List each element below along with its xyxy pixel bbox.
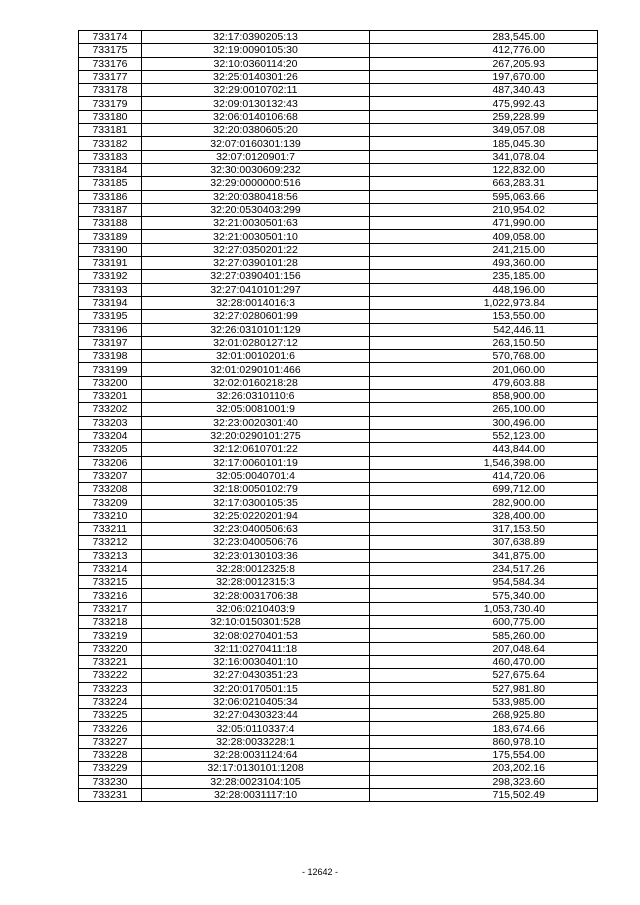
cadastral-number-cell: 32:26:0310101:129 xyxy=(142,323,370,336)
cadastral-number-cell: 32:23:0130103:36 xyxy=(142,549,370,562)
amount-cell: 443,844.00 xyxy=(370,443,598,456)
cadastral-number-cell: 32:01:0290101:466 xyxy=(142,363,370,376)
table-row xyxy=(79,270,598,283)
table-row xyxy=(79,469,598,482)
table-row xyxy=(79,137,598,150)
amount-cell: 1,053,730.40 xyxy=(370,602,598,615)
table-row xyxy=(79,110,598,123)
record-id-cell: 733177 xyxy=(79,70,142,83)
record-id-cell: 733197 xyxy=(79,336,142,349)
amount-cell: 300,496.00 xyxy=(370,416,598,429)
amount-cell: 448,196.00 xyxy=(370,283,598,296)
table-row xyxy=(79,403,598,416)
record-id-cell: 733186 xyxy=(79,190,142,203)
amount-cell: 954,584.34 xyxy=(370,576,598,589)
record-id-cell: 733180 xyxy=(79,110,142,123)
table-row xyxy=(79,124,598,137)
table-row xyxy=(79,310,598,323)
record-id-cell: 733220 xyxy=(79,642,142,655)
cadastral-number-cell: 32:27:0430323:44 xyxy=(142,709,370,722)
cadastral-number-cell: 32:17:0390205:13 xyxy=(142,31,370,44)
amount-cell: 268,925.80 xyxy=(370,709,598,722)
amount-cell: 552,123.00 xyxy=(370,429,598,442)
amount-cell: 595,063.66 xyxy=(370,190,598,203)
record-id-cell: 733202 xyxy=(79,403,142,416)
amount-cell: 341,078.04 xyxy=(370,150,598,163)
amount-cell: 575,340.00 xyxy=(370,589,598,602)
cadastral-number-cell: 32:05:0040701:4 xyxy=(142,469,370,482)
cadastral-number-cell: 32:07:0160301:139 xyxy=(142,137,370,150)
record-id-cell: 733175 xyxy=(79,44,142,57)
table-row xyxy=(79,509,598,522)
table-row xyxy=(79,150,598,163)
record-id-cell: 733205 xyxy=(79,443,142,456)
record-id-cell: 733200 xyxy=(79,376,142,389)
table-row xyxy=(79,203,598,216)
cadastral-number-cell: 32:26:0310110:6 xyxy=(142,390,370,403)
amount-cell: 409,058.00 xyxy=(370,230,598,243)
amount-cell: 1,546,398.00 xyxy=(370,456,598,469)
cadastral-number-cell: 32:20:0290101:275 xyxy=(142,429,370,442)
amount-cell: 210,954.02 xyxy=(370,203,598,216)
table-row xyxy=(79,762,598,775)
cadastral-number-cell: 32:27:0390101:28 xyxy=(142,257,370,270)
amount-cell: 197,670.00 xyxy=(370,70,598,83)
amount-cell: 542,446.11 xyxy=(370,323,598,336)
record-id-cell: 733218 xyxy=(79,616,142,629)
cadastral-number-cell: 32:30:0030609:232 xyxy=(142,163,370,176)
table-row xyxy=(79,589,598,602)
record-id-cell: 733213 xyxy=(79,549,142,562)
record-id-cell: 733193 xyxy=(79,283,142,296)
cadastral-number-cell: 32:29:0000000:516 xyxy=(142,177,370,190)
cadastral-number-cell: 32:20:0380605:20 xyxy=(142,124,370,137)
amount-cell: 183,674.66 xyxy=(370,722,598,735)
amount-cell: 265,100.00 xyxy=(370,403,598,416)
cadastral-number-cell: 32:28:0012325:8 xyxy=(142,562,370,575)
cadastral-number-cell: 32:12:0610701:22 xyxy=(142,443,370,456)
table-row xyxy=(79,483,598,496)
amount-cell: 201,060.00 xyxy=(370,363,598,376)
record-id-cell: 733179 xyxy=(79,97,142,110)
record-id-cell: 733219 xyxy=(79,629,142,642)
cadastral-number-cell: 32:06:0140106:68 xyxy=(142,110,370,123)
cadastral-number-cell: 32:18:0050102:79 xyxy=(142,483,370,496)
record-id-cell: 733228 xyxy=(79,749,142,762)
cadastral-number-cell: 32:01:0280127:12 xyxy=(142,336,370,349)
record-id-cell: 733229 xyxy=(79,762,142,775)
cadastral-number-cell: 32:01:0010201:6 xyxy=(142,350,370,363)
cadastral-number-cell: 32:27:0280601:99 xyxy=(142,310,370,323)
record-id-cell: 733195 xyxy=(79,310,142,323)
table-row xyxy=(79,629,598,642)
record-id-cell: 733204 xyxy=(79,429,142,442)
amount-cell: 585,260.00 xyxy=(370,629,598,642)
cadastral-number-cell: 32:28:0014016:3 xyxy=(142,296,370,309)
table-row xyxy=(79,296,598,309)
amount-cell: 414,720.06 xyxy=(370,469,598,482)
record-id-cell: 733217 xyxy=(79,602,142,615)
cadastral-number-cell: 32:27:0350201:22 xyxy=(142,243,370,256)
amount-cell: 341,875.00 xyxy=(370,549,598,562)
record-id-cell: 733212 xyxy=(79,536,142,549)
cadastral-number-cell: 32:28:0031706:38 xyxy=(142,589,370,602)
cadastral-number-cell: 32:28:0031124:64 xyxy=(142,749,370,762)
table-row xyxy=(79,177,598,190)
cadastral-number-cell: 32:05:0110337:4 xyxy=(142,722,370,735)
table-row xyxy=(79,390,598,403)
amount-cell: 175,554.00 xyxy=(370,749,598,762)
amount-cell: 663,283.31 xyxy=(370,177,598,190)
table-row xyxy=(79,562,598,575)
amount-cell: 298,323.60 xyxy=(370,775,598,788)
cadastral-number-cell: 32:28:0012315:3 xyxy=(142,576,370,589)
cadastral-number-cell: 32:21:0030501:10 xyxy=(142,230,370,243)
cadastral-number-cell: 32:29:0010702:11 xyxy=(142,84,370,97)
cadastral-number-cell: 32:07:0120901:7 xyxy=(142,150,370,163)
record-id-cell: 733224 xyxy=(79,695,142,708)
record-id-cell: 733183 xyxy=(79,150,142,163)
table-row xyxy=(79,682,598,695)
record-id-cell: 733206 xyxy=(79,456,142,469)
record-id-cell: 733230 xyxy=(79,775,142,788)
amount-cell: 241,215.00 xyxy=(370,243,598,256)
amount-cell: 460,470.00 xyxy=(370,655,598,668)
record-id-cell: 733207 xyxy=(79,469,142,482)
amount-cell: 283,545.00 xyxy=(370,31,598,44)
amount-cell: 203,202.16 xyxy=(370,762,598,775)
record-id-cell: 733178 xyxy=(79,84,142,97)
table-row xyxy=(79,163,598,176)
amount-cell: 122,832.00 xyxy=(370,163,598,176)
record-id-cell: 733221 xyxy=(79,655,142,668)
table-row xyxy=(79,443,598,456)
cadastral-number-cell: 32:28:0031117:10 xyxy=(142,788,370,801)
record-id-cell: 733181 xyxy=(79,124,142,137)
table-row xyxy=(79,283,598,296)
table-row xyxy=(79,44,598,57)
records-table-body xyxy=(79,31,598,802)
table-row xyxy=(79,230,598,243)
table-row xyxy=(79,576,598,589)
table-row xyxy=(79,336,598,349)
record-id-cell: 733198 xyxy=(79,350,142,363)
cadastral-number-cell: 32:20:0380418:56 xyxy=(142,190,370,203)
amount-cell: 307,638.89 xyxy=(370,536,598,549)
record-id-cell: 733196 xyxy=(79,323,142,336)
cadastral-number-cell: 32:11:0270411:18 xyxy=(142,642,370,655)
amount-cell: 207,048.64 xyxy=(370,642,598,655)
cadastral-number-cell: 32:23:0400506:63 xyxy=(142,522,370,535)
record-id-cell: 733176 xyxy=(79,57,142,70)
cadastral-number-cell: 32:16:0030401:10 xyxy=(142,655,370,668)
cadastral-number-cell: 32:27:0430351:23 xyxy=(142,669,370,682)
record-id-cell: 733226 xyxy=(79,722,142,735)
table-row xyxy=(79,217,598,230)
cadastral-number-cell: 32:10:0150301:528 xyxy=(142,616,370,629)
table-row xyxy=(79,243,598,256)
record-id-cell: 733190 xyxy=(79,243,142,256)
amount-cell: 600,775.00 xyxy=(370,616,598,629)
amount-cell: 471,990.00 xyxy=(370,217,598,230)
amount-cell: 858,900.00 xyxy=(370,390,598,403)
record-id-cell: 733211 xyxy=(79,522,142,535)
table-row xyxy=(79,376,598,389)
table-row xyxy=(79,655,598,668)
amount-cell: 493,360.00 xyxy=(370,257,598,270)
table-row xyxy=(79,549,598,562)
cadastral-number-cell: 32:19:0090105:30 xyxy=(142,44,370,57)
cadastral-number-cell: 32:23:0020301:40 xyxy=(142,416,370,429)
record-id-cell: 733187 xyxy=(79,203,142,216)
cadastral-number-cell: 32:06:0210403:9 xyxy=(142,602,370,615)
amount-cell: 185,045.30 xyxy=(370,137,598,150)
records-table xyxy=(78,30,598,802)
cadastral-number-cell: 32:10:0360114:20 xyxy=(142,57,370,70)
table-row xyxy=(79,669,598,682)
cadastral-number-cell: 32:08:0270401:53 xyxy=(142,629,370,642)
table-row xyxy=(79,536,598,549)
table-row xyxy=(79,749,598,762)
table-row xyxy=(79,363,598,376)
record-id-cell: 733199 xyxy=(79,363,142,376)
table-row xyxy=(79,70,598,83)
record-id-cell: 733182 xyxy=(79,137,142,150)
cadastral-number-cell: 32:28:0023104:105 xyxy=(142,775,370,788)
table-row xyxy=(79,695,598,708)
record-id-cell: 733223 xyxy=(79,682,142,695)
table-row xyxy=(79,190,598,203)
record-id-cell: 733215 xyxy=(79,576,142,589)
record-id-cell: 733227 xyxy=(79,735,142,748)
table-row xyxy=(79,31,598,44)
cadastral-number-cell: 32:17:0130101:1208 xyxy=(142,762,370,775)
cadastral-number-cell: 32:25:0140301:26 xyxy=(142,70,370,83)
amount-cell: 412,776.00 xyxy=(370,44,598,57)
amount-cell: 328,400.00 xyxy=(370,509,598,522)
record-id-cell: 733216 xyxy=(79,589,142,602)
amount-cell: 527,981.80 xyxy=(370,682,598,695)
amount-cell: 282,900.00 xyxy=(370,496,598,509)
amount-cell: 263,150.50 xyxy=(370,336,598,349)
table-row xyxy=(79,709,598,722)
table-row xyxy=(79,788,598,801)
cadastral-number-cell: 32:20:0170501:15 xyxy=(142,682,370,695)
cadastral-number-cell: 32:23:0400506:76 xyxy=(142,536,370,549)
cadastral-number-cell: 32:20:0530403:299 xyxy=(142,203,370,216)
table-row xyxy=(79,522,598,535)
amount-cell: 699,712.00 xyxy=(370,483,598,496)
cadastral-number-cell: 32:28:0033228:1 xyxy=(142,735,370,748)
record-id-cell: 733225 xyxy=(79,709,142,722)
cadastral-number-cell: 32:21:0030501:63 xyxy=(142,217,370,230)
record-id-cell: 733201 xyxy=(79,390,142,403)
cadastral-number-cell: 32:09:0130132:43 xyxy=(142,97,370,110)
table-row xyxy=(79,97,598,110)
cadastral-number-cell: 32:25:0220201:94 xyxy=(142,509,370,522)
table-row xyxy=(79,616,598,629)
amount-cell: 235,185.00 xyxy=(370,270,598,283)
cadastral-number-cell: 32:06:0210405:34 xyxy=(142,695,370,708)
table-row xyxy=(79,722,598,735)
table-row xyxy=(79,323,598,336)
record-id-cell: 733209 xyxy=(79,496,142,509)
amount-cell: 715,502.49 xyxy=(370,788,598,801)
cadastral-number-cell: 32:27:0410101:297 xyxy=(142,283,370,296)
amount-cell: 349,057.08 xyxy=(370,124,598,137)
cadastral-number-cell: 32:05:0081001:9 xyxy=(142,403,370,416)
record-id-cell: 733222 xyxy=(79,669,142,682)
record-id-cell: 733188 xyxy=(79,217,142,230)
table-row xyxy=(79,775,598,788)
table-row xyxy=(79,57,598,70)
page-number: - 12642 - xyxy=(301,867,339,877)
amount-cell: 487,340.43 xyxy=(370,84,598,97)
table-row xyxy=(79,257,598,270)
cadastral-number-cell: 32:27:0390401:156 xyxy=(142,270,370,283)
cadastral-number-cell: 32:02:0160218:28 xyxy=(142,376,370,389)
amount-cell: 479,603.88 xyxy=(370,376,598,389)
record-id-cell: 733174 xyxy=(79,31,142,44)
table-row xyxy=(79,735,598,748)
amount-cell: 153,550.00 xyxy=(370,310,598,323)
record-id-cell: 733203 xyxy=(79,416,142,429)
record-id-cell: 733189 xyxy=(79,230,142,243)
amount-cell: 317,153.50 xyxy=(370,522,598,535)
record-id-cell: 733185 xyxy=(79,177,142,190)
record-id-cell: 733231 xyxy=(79,788,142,801)
table-row xyxy=(79,642,598,655)
amount-cell: 259,228.99 xyxy=(370,110,598,123)
amount-cell: 533,985.00 xyxy=(370,695,598,708)
record-id-cell: 733208 xyxy=(79,483,142,496)
amount-cell: 860,978.10 xyxy=(370,735,598,748)
table-row xyxy=(79,602,598,615)
table-row xyxy=(79,429,598,442)
table-row xyxy=(79,496,598,509)
amount-cell: 234,517.26 xyxy=(370,562,598,575)
record-id-cell: 733184 xyxy=(79,163,142,176)
record-id-cell: 733214 xyxy=(79,562,142,575)
amount-cell: 570,768.00 xyxy=(370,350,598,363)
cadastral-number-cell: 32:17:0300105:35 xyxy=(142,496,370,509)
table-row xyxy=(79,350,598,363)
record-id-cell: 733191 xyxy=(79,257,142,270)
cadastral-number-cell: 32:17:0060101:19 xyxy=(142,456,370,469)
amount-cell: 1,022,973.84 xyxy=(370,296,598,309)
record-id-cell: 733210 xyxy=(79,509,142,522)
amount-cell: 267,205.93 xyxy=(370,57,598,70)
amount-cell: 475,992.43 xyxy=(370,97,598,110)
table-row xyxy=(79,456,598,469)
record-id-cell: 733192 xyxy=(79,270,142,283)
table-row xyxy=(79,84,598,97)
record-id-cell: 733194 xyxy=(79,296,142,309)
table-row xyxy=(79,416,598,429)
amount-cell: 527,675.64 xyxy=(370,669,598,682)
